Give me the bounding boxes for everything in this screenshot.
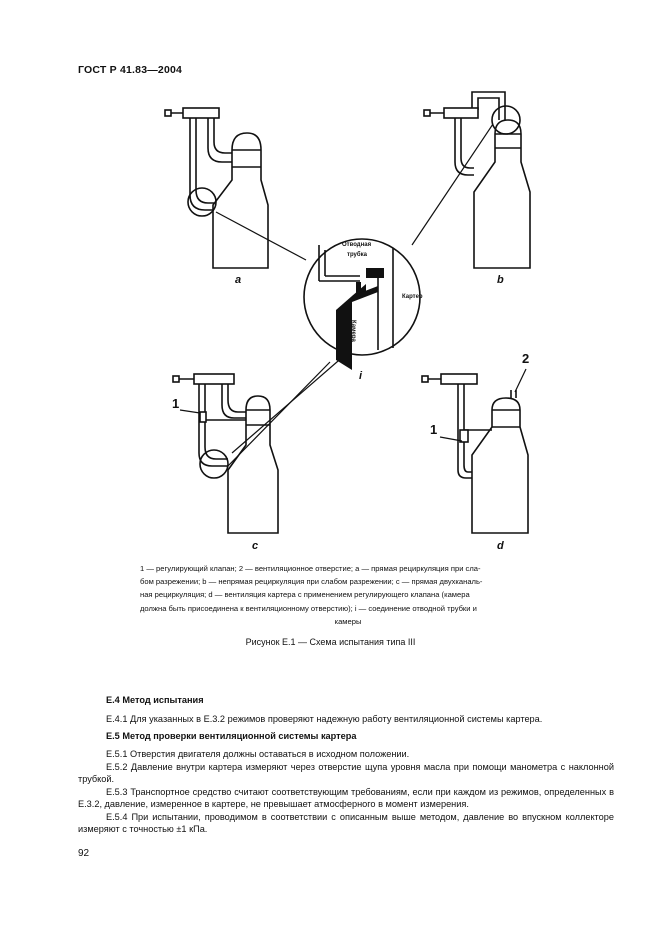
label-b: b [497, 274, 504, 286]
page-number: 92 [78, 848, 90, 859]
bottle-c-diagram [173, 374, 278, 533]
section-e5-title: Е.5 Метод проверки вентиляционной системы картера [106, 731, 357, 741]
number-2-d: 2 [522, 351, 530, 366]
document-header: ГОСТ Р 41.83—2004 [78, 64, 183, 76]
legend-line: должна быть присоединена к вентиляционному отверстию); i — соединение отводной трубки и [140, 603, 477, 613]
paragraph-e4-1: Е.4.1 Для указанных в Е.3.2 режимов проверяют надежную работу вентиляционной системы картера. [106, 714, 543, 724]
figure-legend [140, 562, 556, 628]
label-i: i [359, 370, 363, 382]
legend-line: бом разрежении; b — непрямая рециркуляция при слабом разрежении; c — прямая двухканаль- [140, 577, 483, 587]
section-e4-title: Е.4 Метод испытания [106, 695, 204, 705]
number-1-c: 1 [172, 396, 180, 411]
legend-line: 1 — регулирующий клапан; 2 — вентиляционное отверстие; a — прямая рециркуляция при сла- [140, 564, 481, 573]
inner-chamber-label: Камера [350, 320, 356, 342]
paragraph-e5-3: Е.5.3 Транспортное средство считают соответствующим требованиям, если при каждом из режимов, определенных в Е.3.2, давление, измеренное в картере, не превышает атмосферного в момент измерения. [78, 786, 614, 809]
inner-tube-label-2: трубка [347, 252, 367, 258]
inner-tube-label-1: Отводная [342, 242, 372, 248]
legend-line: ная рециркуляция; d — вентиляция картера с применением регулирующего клапана (камера [140, 590, 470, 600]
number-1-d: 1 [430, 422, 438, 437]
figure-caption: Рисунок Е.1 — Схема испытания типа III [245, 637, 416, 647]
bottle-d-diagram [422, 374, 528, 533]
label-c: c [252, 540, 259, 552]
paragraph-e5-1: Е.5.1 Отверстия двигателя должны оставаться в исходном положении. [106, 749, 410, 759]
legend-line: камеры [334, 616, 362, 626]
bottle-b-diagram [424, 92, 530, 268]
bottle-a-diagram [165, 108, 268, 268]
paragraph-e5-4: Е.5.4 При испытании, проводимом в соответствии с описанным выше методом, давление во впускном коллекторе измеряют с точностью ±1 кПа. [78, 811, 614, 834]
paragraph-e5-2: Е.5.2 Давление внутри картера измеряют через отверстие щупа уровня масла при помощи манометра с наклонной трубкой. [78, 761, 614, 784]
label-a: a [235, 274, 242, 286]
section-e5-body [78, 748, 614, 836]
label-d: d [497, 540, 504, 552]
inner-crankcase-label: Картер [402, 294, 423, 300]
